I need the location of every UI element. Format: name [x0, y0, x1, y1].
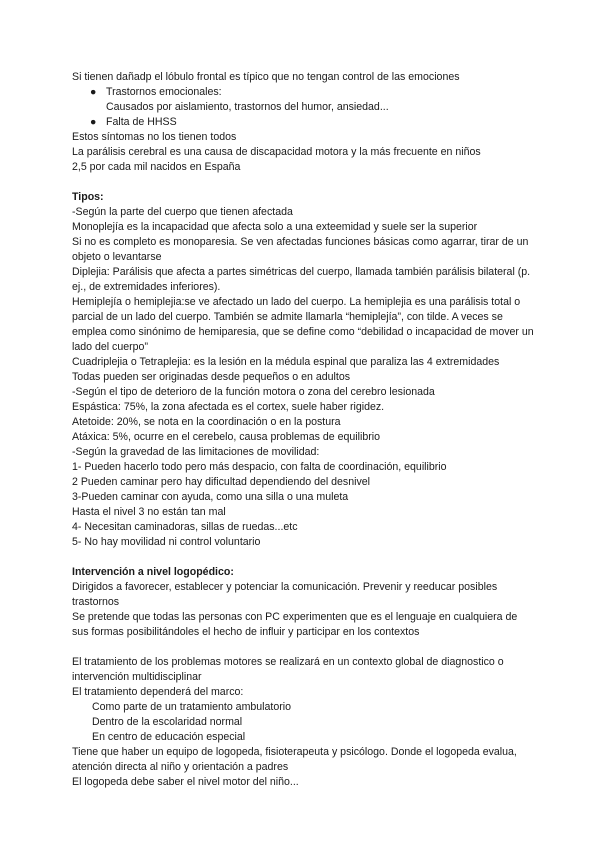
intro-line: Si tienen dañadp el lóbulo frontal es típico que no tengan control de las emociones: [72, 71, 460, 83]
paragraph: El logopeda debe saber el nivel motor del niño...: [72, 776, 299, 788]
paragraph: 5- No hay movilidad ni control voluntario: [72, 536, 261, 548]
paragraph: La parálisis cerebral es una causa de discapacidad motora y la más frecuente en niños: [72, 146, 481, 158]
indented-item: Dentro de la escolaridad normal: [92, 716, 243, 728]
paragraph: -Según la gravedad de las limitaciones de movilidad:: [72, 446, 320, 458]
paragraph: -Según el tipo de deterioro de la función motora o zona del cerebro lesionada: [72, 386, 435, 398]
paragraph: Cuadriplejia o Tetraplejia: es la lesión en la médula espinal que paraliza las 4 extremidades: [72, 356, 500, 368]
paragraph: Todas pueden ser originadas desde pequeños o en adultos: [72, 371, 351, 383]
bullet-item: [72, 85, 534, 115]
paragraph: -Según la parte del cuerpo que tienen afectada: [72, 206, 293, 218]
paragraph: 1- Pueden hacerlo todo pero más despacio, con falta de coordinación, equilibrio: [72, 461, 447, 473]
section-heading-tipos: Tipos:: [72, 191, 104, 203]
paragraph: El tratamiento dependerá del marco:: [72, 686, 244, 698]
paragraph: Atetoide: 20%, se nota en la coordinación o en la postura: [72, 416, 341, 428]
document-page: [72, 70, 534, 790]
paragraph: Atáxica: 5%, ocurre en el cerebelo, causa problemas de equilibrio: [72, 431, 380, 443]
section-heading-intervencion: Intervención a nivel logopédico:: [72, 566, 234, 578]
bullet-title: Trastornos emocionales:: [106, 86, 222, 98]
paragraph: 4- Necesitan caminadoras, sillas de ruedas...etc: [72, 521, 298, 533]
paragraph: El tratamiento de los problemas motores se realizará en un contexto global de diagnostico o intervención multidisciplinar: [72, 656, 504, 683]
paragraph: Tiene que haber un equipo de logopeda, fisioterapeuta y psicólogo. Donde el logopeda evalua, atención directa al niño y orientación a padres: [72, 746, 517, 773]
bullet-dot: ●: [90, 116, 97, 128]
bullet-item: [72, 115, 534, 130]
indented-item: Como parte de un tratamiento ambulatorio: [92, 701, 292, 713]
paragraph: Hasta el nivel 3 no están tan mal: [72, 506, 226, 518]
paragraph: Diplejia: Parálisis que afecta a partes simétricas del cuerpo, llamada también parálisis bilateral (p. ej., de extremidades inferiores).: [72, 266, 531, 293]
paragraph: 2 Pueden caminar pero hay dificultad dependiendo del desnivel: [72, 476, 371, 488]
paragraph: Espástica: 75%, la zona afectada es el cortex, suele haber rigidez.: [72, 401, 385, 413]
paragraph: Estos síntomas no los tienen todos: [72, 131, 237, 143]
paragraph: 2,5 por cada mil nacidos en España: [72, 161, 241, 173]
bullet-dot: ●: [90, 86, 97, 98]
paragraph: Si no es completo es monoparesia. Se ven afectadas funciones básicas como agarrar, tirar de un objeto o levantarse: [72, 236, 529, 263]
paragraph: Dirigidos a favorecer, establecer y potenciar la comunicación. Prevenir y reeducar posibles trastornos: [72, 581, 498, 608]
paragraph: Monoplejía es la incapacidad que afecta solo a una exteemidad y suele ser la superior: [72, 221, 478, 233]
paragraph: Se pretende que todas las personas con PC experimenten que es el lenguaje en cualquiera de sus formas posibilitándoles el hecho de influir y participar en los contextos: [72, 611, 518, 638]
paragraph: Hemiplejía o hemiplejia:se ve afectado un lado del cuerpo. La hemiplejia es una parálisis total o parcial de un lado del cuerpo. También se admite llamarla “hemiplejía”, con tilde. A veces se emplea como sinónimo de hemiparesia, que se define como “debilidad o incapacidad de mover un lado del cuerpo”: [72, 296, 534, 353]
paragraph: 3-Pueden caminar con ayuda, como una silla o una muleta: [72, 491, 349, 503]
indented-item: En centro de educación especial: [92, 731, 246, 743]
bullet-title: Falta de HHSS: [106, 116, 177, 128]
bullet-detail: Causados por aislamiento, trastornos del humor, ansiedad...: [106, 101, 389, 113]
